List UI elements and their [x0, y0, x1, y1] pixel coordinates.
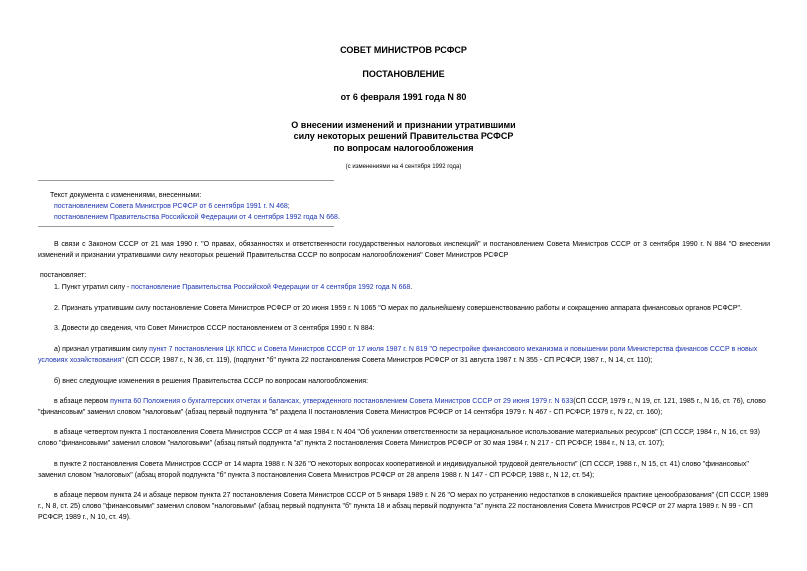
item-3a-link[interactable]: пункт 7 постановления ЦК КПСС и Совета Министров СССР от 17 июля 1987 г. N 819 "О перестройке финансового механизма и повышении роли Министерства финансов СССР в новых условиях хозяйствования" — [38, 346, 758, 364]
item-3a-source: (СП СССР, 1987 г., N 36, ст. 119), (подпункт "б" пункта 22 постановления Совета Министров РСФСР от 31 августа 1987 г. N 355 - СП РСФСР, 1987 г., N 14, ст. 110); — [123, 357, 653, 364]
divider-top — [38, 180, 334, 181]
item-2: 2. Признать утратившим силу постановление Совета Министров РСФСР от 20 июня 1959 г. N 1065 "О мерах по дальнейшему совершенствованию работы и сокращению аппарата финансовых органов РСФСР". — [54, 305, 742, 312]
amendment-note: (с изменениями на 4 сентября 1992 года) — [345, 164, 462, 170]
revisions-label: Текст документа с изменениями, внесенными: — [50, 192, 202, 199]
item-1 — [54, 282, 412, 293]
document-title-line-2: силу некоторых решений Правительства РСФСР — [293, 131, 514, 141]
document-title-line-3: по вопросам налогообложения — [333, 143, 474, 153]
change-1-source: (СП СССР, 1979 г., N 19, ст. 121, 1985 г., N 16, ст. 76), слово "финансовым" заменил словом "налоговым" (абзац первый подпункта "в" раздела II постановления Совета Министров РСФСР от 14 сентября 1979 г. N 467 - СП РСФСР, 1979 г., N 22, ст. 160); — [38, 398, 766, 416]
preamble-paragraph: В связи с Законом СССР от 21 мая 1990 г. "О правах, обязанностях и ответственности государственных налоговых инспекций" и постановлением Совета Министров СССР от 3 сентября 1990 г. N 884 "О внесении изменений и признании утратившими силу некоторых решений Правительства СССР по вопросам налогообложения" Совет Министров РСФСР — [38, 241, 770, 259]
item-3: 3. Довести до сведения, что Совет Министров СССР постановлением от 3 сентября 1990 г. N 884: — [54, 325, 375, 332]
change-1-text: в абзаце первом — [54, 398, 111, 405]
item-1-link[interactable]: постановление Правительства Российской Федерации от 4 сентября 1992 года N 668 — [131, 284, 411, 291]
issuer-heading: СОВЕТ МИНИСТРОВ РСФСР — [340, 45, 467, 55]
item-3a-text: а) признал утратившим силу — [54, 346, 150, 353]
item-1-text: 1. Пункт утратил силу - — [54, 284, 132, 291]
item-3a — [38, 344, 770, 366]
item-3b-change-4: в абзаце первом пункта 24 и абзаце первом пункта 27 постановления Совета Министров СССР от 5 января 1989 г. N 26 "О мерах по устранению недостатков в сложившейся практике ценообразования" (СП СССР, 1989 г., N 8, ст. 25) слово "финансовыми" заменил словом "налоговыми" (абзац первый подпункта "б" пункта 18 и абзац первый подпункта "а" пункта 22 постановления Совета Министров РСФСР от 27 марта 1989 г. N 99 - СП РСФСР, 1989 г., N 10, ст. 49). — [38, 492, 769, 521]
item-3b-change-2: в абзаце четвертом пункта 1 постановления Совета Министров СССР от 4 мая 1984 г. N 404 "Об усилении ответственности за нерациональное использование материальных ресурсов" (СП СССР, 1984 г., N 16, ст. 93) слово "финансовыми" заменил словом "налоговыми" (абзац пятый подпункта "а" пункта 2 постановления Совета Министров РСФСР от 30 мая 1984 г. N 217 - СП РСФСР, 1984 г., N 13, ст. 107); — [38, 429, 760, 447]
divider-bottom — [38, 226, 334, 227]
change-1-link[interactable]: пункта 60 Положения о бухгалтерских отчетах и балансах, утвержденного постановлением Совета Министров СССР от 29 июня 1979 г. N 633 — [110, 398, 574, 405]
decrees-word: постановляет: — [40, 272, 87, 279]
document-date-number: от 6 февраля 1991 года N 80 — [340, 92, 467, 102]
document-type-heading: ПОСТАНОВЛЕНИЕ — [362, 69, 445, 79]
item-3b-change-3: в пункте 2 постановления Совета Министров СССР от 14 марта 1988 г. N 326 "О некоторых вопросах кооперативной и индивидуальной трудовой деятельности" (СП СССР, 1988 г., N 15, ст. 41) слово "финансовых" заменил словом "налоговых" (абзац второй подпункта "б" пункта 3 постановления Совета Министров РСФСР от 28 апреля 1988 г. N 147 - СП РСФСР, 1988 г., N 12, ст. 54); — [38, 461, 749, 479]
revision-link-1992[interactable]: постановлением Правительства Российской Федерации от 4 сентября 1992 года N 668. — [54, 214, 340, 221]
document-title-line-1: О внесении изменений и признании утратившими — [291, 120, 516, 130]
revision-link-1991[interactable]: постановлением Совета Министров РСФСР от 6 сентября 1991 г. N 468; — [54, 203, 290, 210]
item-1-end: . — [410, 284, 413, 291]
item-3b: б) внес следующие изменения в решения Правительства СССР по вопросам налогообложения: — [54, 378, 369, 385]
item-3b-change-1 — [38, 396, 770, 418]
